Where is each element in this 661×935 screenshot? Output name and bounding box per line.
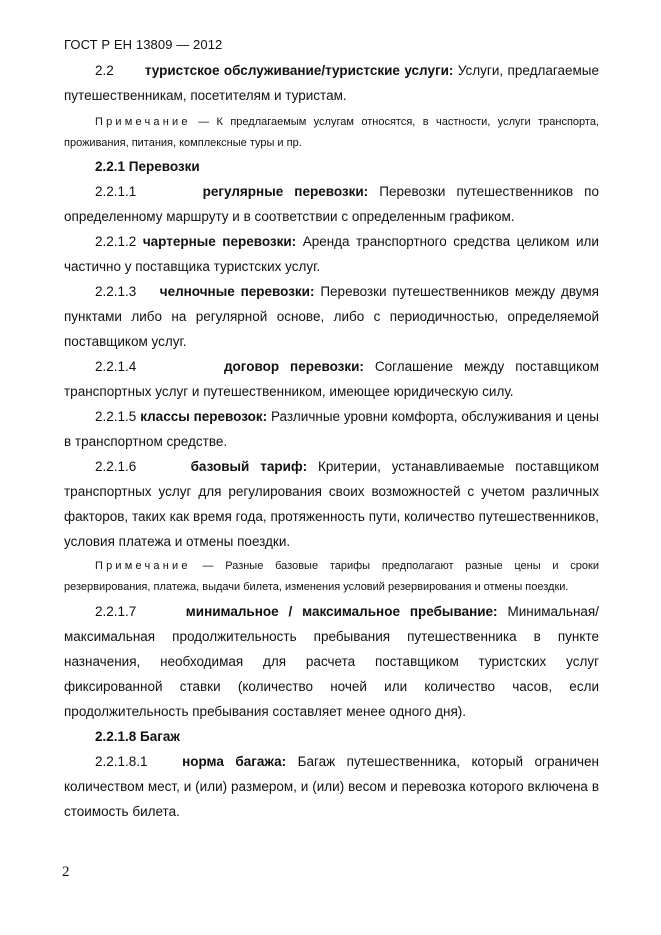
- note-2: [64, 556, 599, 597]
- heading-2-2-1-8: 2.2.1.8 Багаж: [95, 729, 180, 744]
- clause-2-2-1-7: [64, 599, 599, 724]
- clause-term: регулярные перевозки:: [202, 184, 369, 199]
- note-text: — К предлагаемым услугам относятся, в частности, услуги транспорта, проживания, питания, комплексные туры и пр.: [64, 116, 599, 149]
- note-label: Примечание: [95, 560, 191, 572]
- clause-number: 2.2.1.7: [95, 604, 137, 619]
- heading-2-2-1: 2.2.1 Перевозки: [95, 159, 200, 174]
- clause-2-2-1-6: [64, 454, 599, 554]
- document-header: ГОСТ Р ЕН 13809 — 2012: [64, 37, 223, 52]
- clause-number: 2.2.1.4: [95, 359, 137, 374]
- clause-term: базовый тариф:: [190, 459, 308, 474]
- clause-term: норма багажа:: [182, 754, 287, 769]
- clause-text: Критерии, устанавливаемые поставщиком транспортных услуг для регулирования своих возможностей с учетом различных факторов, таких как время года, протяженность пути, количество путешественников, условия платежа и отмены поездки.: [64, 459, 599, 549]
- clause-number: 2.2.1.2: [95, 234, 137, 249]
- note-text: — Разные базовые тарифы предполагают разные цены и сроки резервирования, платежа, выдачи билета, изменения условий резервирования и отмены поездки.: [64, 560, 599, 593]
- clause-number: 2.2.1.8.1: [95, 754, 148, 769]
- clause-term: договор перевозки:: [223, 359, 364, 374]
- clause-text: Минимальная/максимальная продолжительность пребывания путешественника в пункте назначения, необходимая для расчета поставщиком туристских услуг фиксированной ставки (количество ночей или количество часов, если продолжительность пребывания составляет менее одного дня).: [64, 604, 599, 719]
- clause-text: Различные уровни комфорта, обслуживания и цены в транспортном средстве.: [64, 409, 599, 449]
- clause-term: классы перевозок:: [140, 409, 268, 424]
- clause-2-2-1-2: [64, 229, 599, 279]
- clause-text: Аренда транспортного средства целиком или частично у поставщика туристских услуг.: [64, 234, 599, 274]
- clause-number: 2.2.1.3: [95, 284, 137, 299]
- clause-number: 2.2.1.1: [95, 184, 137, 199]
- clause-text: Перевозки путешественников между двумя пунктами либо на регулярной основе, либо с периодичностью, определяемой поставщиком услуг.: [64, 284, 599, 349]
- clause-text: Перевозки путешественников по определенному маршруту и в соответствии с определенным графиком.: [64, 184, 599, 224]
- note-label: Примечание: [95, 116, 191, 128]
- clause-term: чартерные перевозки:: [142, 234, 297, 249]
- clause-text: Багаж путешественника, который ограничен количеством мест, и (или) размером, и (или) весом и перевозка которого включена в стоимость билета.: [64, 754, 599, 819]
- clause-2-2-1-3: [64, 279, 599, 354]
- clause-number: 2.2: [95, 63, 114, 78]
- clause-text: Соглашение между поставщиком транспортных услуг и путешественником, имеющее юридическую силу.: [64, 359, 599, 399]
- clause-number: 2.2.1.6: [95, 459, 137, 474]
- clause-2-2-1-1: [64, 179, 599, 229]
- page-number: 2: [62, 864, 70, 880]
- clause-2-2-1-8-1: [64, 749, 599, 824]
- clause-2-2: [64, 58, 599, 108]
- note-1: [64, 112, 599, 153]
- clause-2-2-1-4: [64, 354, 599, 404]
- clause-term: челночные перевозки:: [159, 284, 315, 299]
- clause-number: 2.2.1.5: [95, 409, 137, 424]
- clause-term: туристское обслуживание/туристские услуги:: [144, 63, 454, 78]
- clause-text: Услуги, предлагаемые путешественникам, посетителям и туристам.: [64, 63, 599, 103]
- document-body: [64, 58, 599, 824]
- clause-2-2-1-5: [64, 404, 599, 454]
- clause-term: минимальное / максимальное пребывание:: [185, 604, 498, 619]
